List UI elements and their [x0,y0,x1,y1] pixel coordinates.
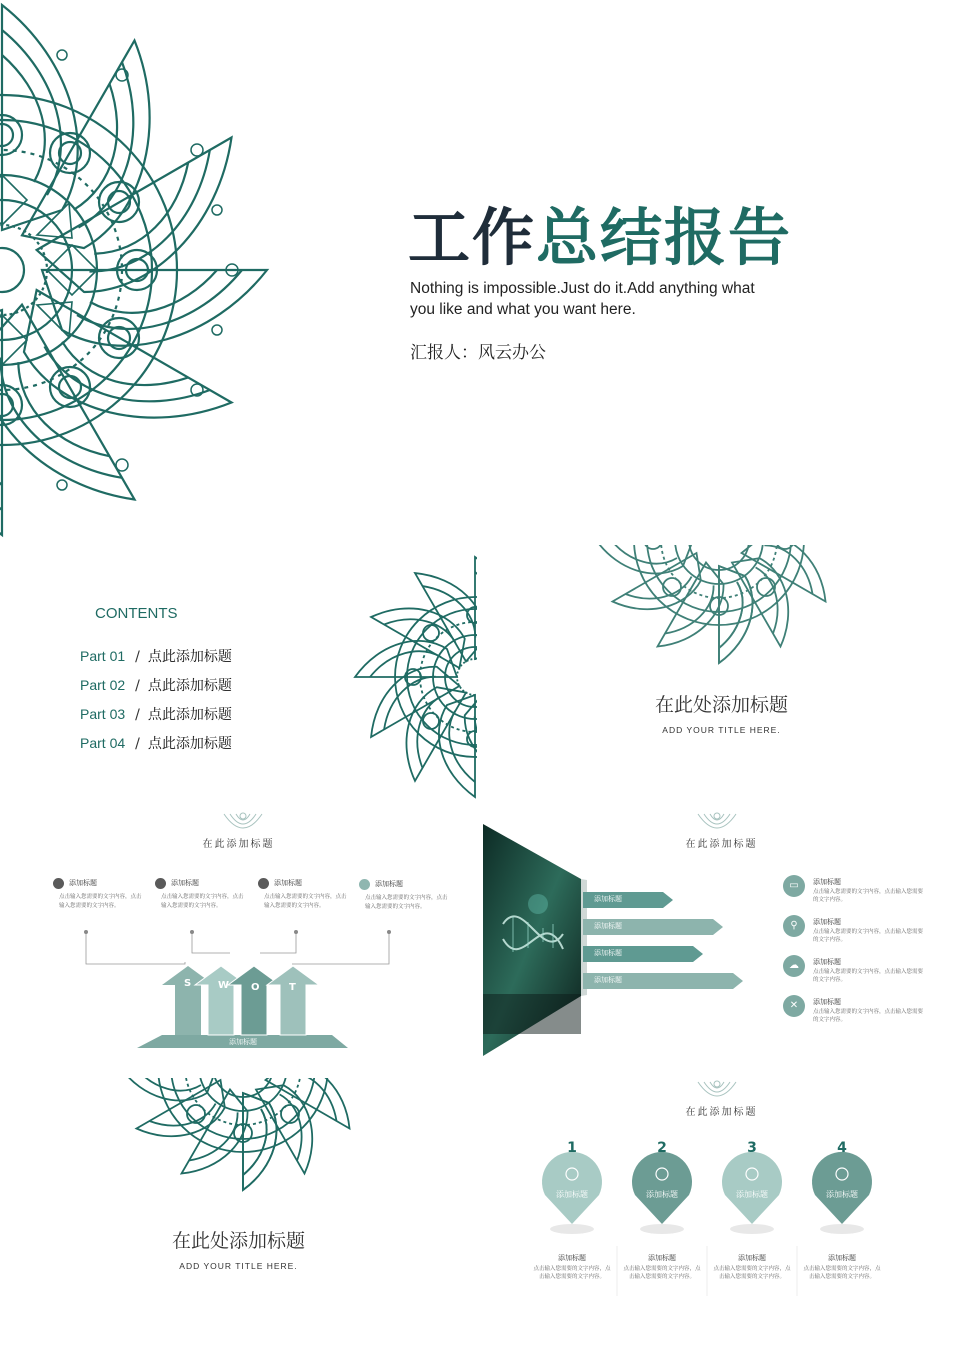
contents-item[interactable] [80,704,232,724]
slide-title: 在此添加标题 [685,1107,758,1118]
right-item-text: 点击输入您需要的文字内容，点击输入您需要的文字内容。 [813,929,924,943]
contents-item[interactable] [80,646,232,666]
mandala-ornament [0,0,275,540]
contents-separator: / [135,736,140,752]
cover-slide [0,0,960,540]
section-slide-2 [0,1078,477,1352]
swot-letter-w: W [218,980,230,991]
section-slide-1 [483,545,960,807]
swot-info-label: 添加标题 [274,879,302,887]
cloud-icon: ☁ [783,955,805,977]
bar-label: 添加标题 [594,922,622,930]
pins-slide [483,1078,960,1352]
pin-heading: 添加标题 [738,1254,766,1262]
mini-mandala-icon [696,812,738,834]
right-item-text: 点击输入您需要的文字内容，点击输入您需要的文字内容。 [813,969,924,983]
cover-reporter: 汇报人：风云办公 [410,343,546,363]
swot-diagram [0,810,477,1072]
slide-title: 在此添加标题 [202,839,275,850]
contents-title: 点此添加标题 [147,678,232,694]
contents-title: 点此添加标题 [147,707,232,723]
contents-item[interactable] [80,675,232,695]
swot-info-text: 点击输入您需要的文字内容，点击输入您需要的文字内容。 [59,894,142,909]
pin-label: 添加标题 [736,1190,768,1199]
pin-markers [483,1078,960,1352]
section-subtitle: ADD YOUR TITLE HERE. [662,725,781,735]
pin-heading: 添加标题 [648,1254,676,1262]
swot-info-label: 添加标题 [69,879,97,887]
pin-number: 2 [657,1140,667,1156]
section-title: 在此处添加标题 [171,1230,305,1252]
contents-heading: CONTENTS [95,605,178,622]
swot-letter-o: O [251,982,260,993]
right-item-label: 添加标题 [813,878,841,886]
contents-title: 点此添加标题 [147,649,232,665]
cover-title-part2: 总结报告 [536,201,793,274]
pin-text: 点击输入您需要的文字内容，点击输入您需要的文字内容。 [533,1266,611,1280]
swot-letter-t: T [289,982,296,993]
contents-part: Part 02 [80,677,126,693]
right-item-text: 点击输入您需要的文字内容，点击输入您需要的文字内容。 [813,889,924,903]
contents-slide [0,545,477,807]
pin-number: 1 [567,1140,577,1156]
mandala-ornament [345,555,477,800]
contents-title: 点此添加标题 [147,736,232,752]
swot-letter-s: S [184,978,192,989]
section-subtitle: ADD YOUR TITLE HERE. [179,1261,298,1271]
bar-label: 添加标题 [594,976,622,984]
bar-label: 添加标题 [594,949,622,957]
contents-part: Part 04 [80,735,126,751]
pin-text: 点击输入您需要的文字内容，点击输入您需要的文字内容。 [803,1266,881,1280]
bar-label: 添加标题 [594,895,622,903]
swot-info-label: 添加标题 [375,880,403,888]
contents-part: Part 01 [80,648,126,664]
contents-separator: / [135,707,140,723]
cover-subtitle: Nothing is impossible.Just do it.Add anything what you like and what you want here. [410,280,755,318]
swot-info-label: 添加标题 [171,879,199,887]
contents-part: Part 03 [80,706,126,722]
right-item-text: 点击输入您需要的文字内容，点击输入您需要的文字内容。 [813,1009,924,1023]
swot-slide [0,810,477,1072]
pin-number: 3 [747,1140,757,1156]
pin-heading: 添加标题 [828,1254,856,1262]
pin-number: 4 [837,1140,847,1156]
search-icon: ⚲ [783,915,805,937]
pin-label: 添加标题 [646,1190,678,1199]
right-item-label: 添加标题 [813,998,841,1006]
pin-label: 添加标题 [556,1190,588,1199]
chat-icon: ▭ [783,875,805,897]
image-slide [483,810,960,1072]
mandala-ornament [110,1078,376,1192]
swot-info-text: 点击输入您需要的文字内容，点击输入您需要的文字内容。 [264,894,347,909]
pin-text: 点击输入您需要的文字内容，点击输入您需要的文字内容。 [623,1266,701,1280]
dna-photo [483,824,593,1056]
cover-title [408,188,792,277]
pin-label: 添加标题 [826,1190,858,1199]
swot-info-text: 点击输入您需要的文字内容，点击输入您需要的文字内容。 [365,895,448,910]
contents-separator: / [135,649,140,665]
cover-title-part1: 工作 [408,201,537,274]
mandala-ornament [586,545,852,665]
tools-icon: ✕ [783,995,805,1017]
swot-info-text: 点击输入您需要的文字内容，点击输入您需要的文字内容。 [161,894,244,909]
contents-separator: / [135,678,140,694]
pin-heading: 添加标题 [558,1254,586,1262]
right-item-label: 添加标题 [813,918,841,926]
slide-title: 在此添加标题 [685,839,758,850]
swot-base-label: 添加标题 [229,1038,257,1046]
pin-text: 点击输入您需要的文字内容，点击输入您需要的文字内容。 [713,1266,791,1280]
contents-item[interactable] [80,733,232,753]
section-title: 在此处添加标题 [654,694,788,716]
right-item-label: 添加标题 [813,958,841,966]
